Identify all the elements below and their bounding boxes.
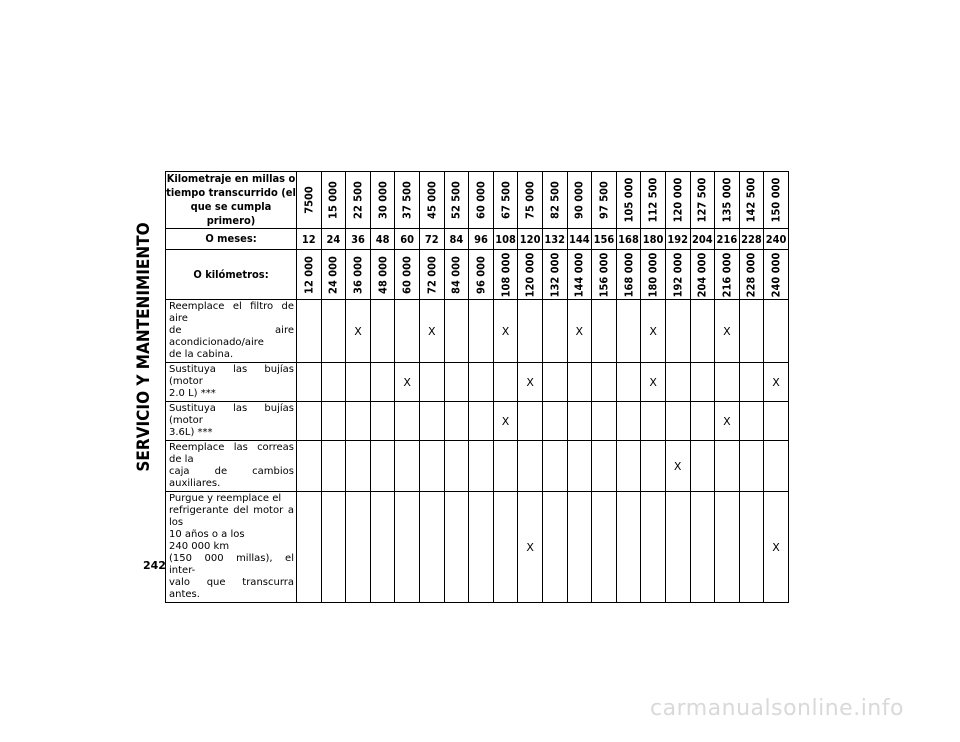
service-mark: [690, 300, 715, 363]
task-line: Sustituya las bujías (motor: [169, 364, 294, 387]
task-description: [166, 300, 297, 363]
service-mark: [321, 402, 346, 441]
task-line: valo que transcurra antes.: [169, 577, 294, 600]
service-mark: [715, 363, 740, 402]
service-mark: [739, 402, 764, 441]
task-line: de la cabina.: [169, 349, 234, 360]
miles-value: 142 500: [744, 177, 758, 223]
service-mark: [739, 492, 764, 603]
service-mark: [665, 363, 690, 402]
service-mark: X: [493, 300, 518, 363]
miles-header-label-line: Kilometraje en millas o: [166, 172, 296, 185]
miles-cell: [641, 172, 666, 229]
service-mark: [518, 300, 543, 363]
service-mark: X: [641, 363, 666, 402]
service-mark: [764, 300, 789, 363]
schedule-row: [166, 402, 789, 441]
km-cell: [469, 250, 494, 300]
km-cell: [542, 250, 567, 300]
km-cell: [592, 250, 617, 300]
service-mark: [715, 492, 740, 603]
service-mark: [444, 402, 469, 441]
service-mark: [690, 441, 715, 492]
service-mark: [370, 441, 395, 492]
miles-value: 135 000: [720, 177, 734, 223]
km-cell: [764, 250, 789, 300]
service-mark: [542, 402, 567, 441]
service-mark: [616, 300, 641, 363]
service-mark: [764, 441, 789, 492]
km-cell: [715, 250, 740, 300]
service-mark: [297, 300, 322, 363]
service-mark: [518, 402, 543, 441]
miles-cell: [518, 172, 543, 229]
service-mark: [469, 402, 494, 441]
service-mark: [542, 300, 567, 363]
miles-value: 120 000: [671, 177, 685, 223]
task-line: de aire acondicionado/aire: [169, 325, 294, 348]
schedule-row: [166, 441, 789, 492]
months-value: 72: [419, 229, 444, 250]
months-label: O meses:: [166, 229, 297, 250]
service-mark: X: [641, 300, 666, 363]
service-mark: [297, 492, 322, 603]
service-mark: [616, 363, 641, 402]
km-cell: [370, 250, 395, 300]
service-mark: [567, 402, 592, 441]
service-mark: [665, 402, 690, 441]
months-value: 84: [444, 229, 469, 250]
service-mark: [297, 402, 322, 441]
service-mark: [469, 363, 494, 402]
months-value: 240: [764, 229, 789, 250]
miles-cell: [469, 172, 494, 229]
service-mark: [493, 441, 518, 492]
km-value: 120 000: [523, 252, 537, 297]
section-title: [132, 172, 156, 522]
months-value: 216: [715, 229, 740, 250]
task-line: Reemplace el filtro de aire: [169, 301, 294, 324]
task-line: (150 000 millas), el inter-: [169, 553, 294, 576]
service-mark: [641, 492, 666, 603]
miles-value: 105 000: [622, 177, 636, 223]
service-mark: [616, 492, 641, 603]
task-line: refrigerante del motor a los: [169, 505, 294, 528]
km-cell: [641, 250, 666, 300]
service-mark: [567, 441, 592, 492]
service-mark: X: [715, 300, 740, 363]
km-value: 12 000: [302, 255, 316, 294]
km-value: 192 000: [671, 252, 685, 297]
service-mark: X: [764, 363, 789, 402]
service-mark: [321, 363, 346, 402]
miles-cell: [616, 172, 641, 229]
km-cell: [444, 250, 469, 300]
km-value: 240 000: [769, 252, 783, 297]
months-value: 156: [592, 229, 617, 250]
service-mark: [469, 441, 494, 492]
service-mark: [469, 492, 494, 603]
service-mark: [690, 363, 715, 402]
service-mark: [518, 441, 543, 492]
task-description: [166, 441, 297, 492]
service-mark: [370, 492, 395, 603]
service-mark: [395, 402, 420, 441]
km-value: 84 000: [449, 255, 463, 294]
km-cell: [346, 250, 371, 300]
task-line: Purgue y reemplace el: [169, 493, 282, 504]
miles-cell: [567, 172, 592, 229]
service-mark: [739, 363, 764, 402]
service-mark: [321, 441, 346, 492]
months-value: 48: [370, 229, 395, 250]
task-description: [166, 363, 297, 402]
km-value: 228 000: [744, 252, 758, 297]
miles-cell: [321, 172, 346, 229]
service-mark: [665, 492, 690, 603]
service-mark: [592, 363, 617, 402]
miles-cell: [542, 172, 567, 229]
miles-value: 67 500: [499, 181, 513, 219]
miles-value: 82 500: [548, 181, 562, 219]
miles-cell: [444, 172, 469, 229]
miles-value: 37 500: [400, 181, 414, 219]
service-mark: [395, 441, 420, 492]
miles-cell: [395, 172, 420, 229]
maintenance-schedule-table: [165, 171, 789, 603]
service-mark: [592, 441, 617, 492]
miles-value: 60 000: [474, 181, 488, 219]
service-mark: [739, 441, 764, 492]
miles-header-label-line: tiempo transcurrido (el: [166, 186, 296, 199]
service-mark: [444, 300, 469, 363]
schedule-row: [166, 363, 789, 402]
schedule-row: [166, 300, 789, 363]
task-line: Reemplace las correas de la: [169, 442, 294, 465]
service-mark: [542, 441, 567, 492]
service-mark: X: [518, 363, 543, 402]
task-line: 3.6L) ***: [169, 427, 213, 438]
km-cell: [690, 250, 715, 300]
service-mark: [321, 300, 346, 363]
km-cell: [567, 250, 592, 300]
miles-cell: [419, 172, 444, 229]
miles-cell: [346, 172, 371, 229]
service-mark: [419, 402, 444, 441]
task-line: 240 000 km: [169, 541, 230, 552]
miles-cell: [739, 172, 764, 229]
miles-value: 75 000: [523, 181, 537, 219]
km-label: O kilómetros:: [166, 250, 297, 300]
miles-value: 30 000: [376, 181, 390, 219]
km-cell: [321, 250, 346, 300]
months-value: 96: [469, 229, 494, 250]
service-mark: [395, 300, 420, 363]
km-value: 36 000: [351, 255, 365, 294]
service-mark: [542, 492, 567, 603]
km-cell: [395, 250, 420, 300]
service-mark: [419, 441, 444, 492]
task-line: 2.0 L) ***: [169, 388, 216, 399]
service-mark: [715, 441, 740, 492]
km-row: [166, 250, 789, 300]
miles-value: 90 000: [572, 181, 586, 219]
service-mark: [370, 363, 395, 402]
service-mark: [616, 402, 641, 441]
service-mark: [297, 441, 322, 492]
months-value: 108: [493, 229, 518, 250]
service-mark: X: [346, 300, 371, 363]
km-value: 132 000: [548, 252, 562, 297]
months-value: 204: [690, 229, 715, 250]
months-value: 36: [346, 229, 371, 250]
service-mark: [370, 300, 395, 363]
service-mark: [493, 363, 518, 402]
km-cell: [665, 250, 690, 300]
service-mark: [665, 300, 690, 363]
months-value: 180: [641, 229, 666, 250]
service-mark: [616, 441, 641, 492]
km-value: 216 000: [720, 252, 734, 297]
service-mark: X: [518, 492, 543, 603]
service-mark: [444, 441, 469, 492]
service-mark: [297, 363, 322, 402]
miles-cell: [370, 172, 395, 229]
km-value: 108 000: [499, 252, 513, 297]
service-mark: [346, 492, 371, 603]
months-value: 192: [665, 229, 690, 250]
service-mark: X: [493, 402, 518, 441]
service-mark: X: [395, 363, 420, 402]
service-mark: [493, 492, 518, 603]
service-mark: [641, 402, 666, 441]
km-cell: [518, 250, 543, 300]
page-number: 242: [143, 559, 166, 572]
months-value: 144: [567, 229, 592, 250]
miles-cell: [665, 172, 690, 229]
months-value: 12: [297, 229, 322, 250]
service-mark: [419, 492, 444, 603]
task-description: [166, 492, 297, 603]
miles-cell: [297, 172, 322, 229]
months-row: [166, 229, 789, 250]
service-mark: [641, 441, 666, 492]
service-mark: [346, 363, 371, 402]
km-value: 144 000: [572, 252, 586, 297]
task-line: caja de cambios auxiliares.: [169, 466, 294, 489]
miles-cell: [690, 172, 715, 229]
months-value: 168: [616, 229, 641, 250]
km-value: 24 000: [326, 255, 340, 294]
service-mark: [592, 402, 617, 441]
service-mark: X: [715, 402, 740, 441]
service-mark: X: [567, 300, 592, 363]
service-mark: [592, 492, 617, 603]
service-mark: [395, 492, 420, 603]
km-value: 180 000: [646, 252, 660, 297]
miles-value: 150 000: [769, 177, 783, 223]
service-mark: [370, 402, 395, 441]
km-value: 168 000: [622, 252, 636, 297]
km-value: 60 000: [400, 255, 414, 294]
km-value: 48 000: [376, 255, 390, 294]
miles-value: 127 500: [695, 177, 709, 223]
watermark: carmanualsonline.info: [650, 696, 904, 721]
miles-value: 15 000: [326, 181, 340, 219]
months-value: 228: [739, 229, 764, 250]
miles-cell: [592, 172, 617, 229]
service-mark: [739, 300, 764, 363]
task-line: 10 años o a los: [169, 529, 245, 540]
service-mark: [690, 492, 715, 603]
km-cell: [739, 250, 764, 300]
service-mark: [444, 363, 469, 402]
task-line: Sustituya las bujías (motor: [169, 403, 294, 426]
km-cell: [297, 250, 322, 300]
km-cell: [419, 250, 444, 300]
service-mark: [419, 363, 444, 402]
service-mark: X: [665, 441, 690, 492]
km-cell: [616, 250, 641, 300]
service-mark: [592, 300, 617, 363]
service-mark: [444, 492, 469, 603]
km-cell: [493, 250, 518, 300]
miles-value: 52 500: [449, 181, 463, 219]
miles-header-label-line: que se cumpla primero): [190, 200, 272, 227]
service-mark: [346, 441, 371, 492]
miles-header-row: [166, 172, 789, 229]
months-value: 132: [542, 229, 567, 250]
service-mark: [542, 363, 567, 402]
service-mark: [567, 363, 592, 402]
km-value: 156 000: [597, 252, 611, 297]
miles-value: 22 500: [351, 181, 365, 219]
schedule-row: [166, 492, 789, 603]
miles-cell: [764, 172, 789, 229]
service-mark: [346, 402, 371, 441]
service-mark: [469, 300, 494, 363]
miles-header-label: [166, 172, 297, 229]
miles-cell: [493, 172, 518, 229]
service-mark: X: [764, 492, 789, 603]
km-value: 72 000: [425, 255, 439, 294]
miles-cell: [715, 172, 740, 229]
section-title-text: SERVICIO Y MANTENIMIENTO: [134, 222, 154, 472]
miles-value: 97 500: [597, 181, 611, 219]
months-value: 120: [518, 229, 543, 250]
service-mark: X: [419, 300, 444, 363]
service-mark: [321, 492, 346, 603]
miles-value: 112 500: [646, 177, 660, 223]
service-mark: [690, 402, 715, 441]
km-value: 96 000: [474, 255, 488, 294]
miles-value: 45 000: [425, 181, 439, 219]
months-value: 60: [395, 229, 420, 250]
service-mark: [764, 402, 789, 441]
miles-value: 7500: [302, 186, 316, 214]
km-value: 204 000: [695, 252, 709, 297]
months-value: 24: [321, 229, 346, 250]
service-mark: [567, 492, 592, 603]
task-description: [166, 402, 297, 441]
